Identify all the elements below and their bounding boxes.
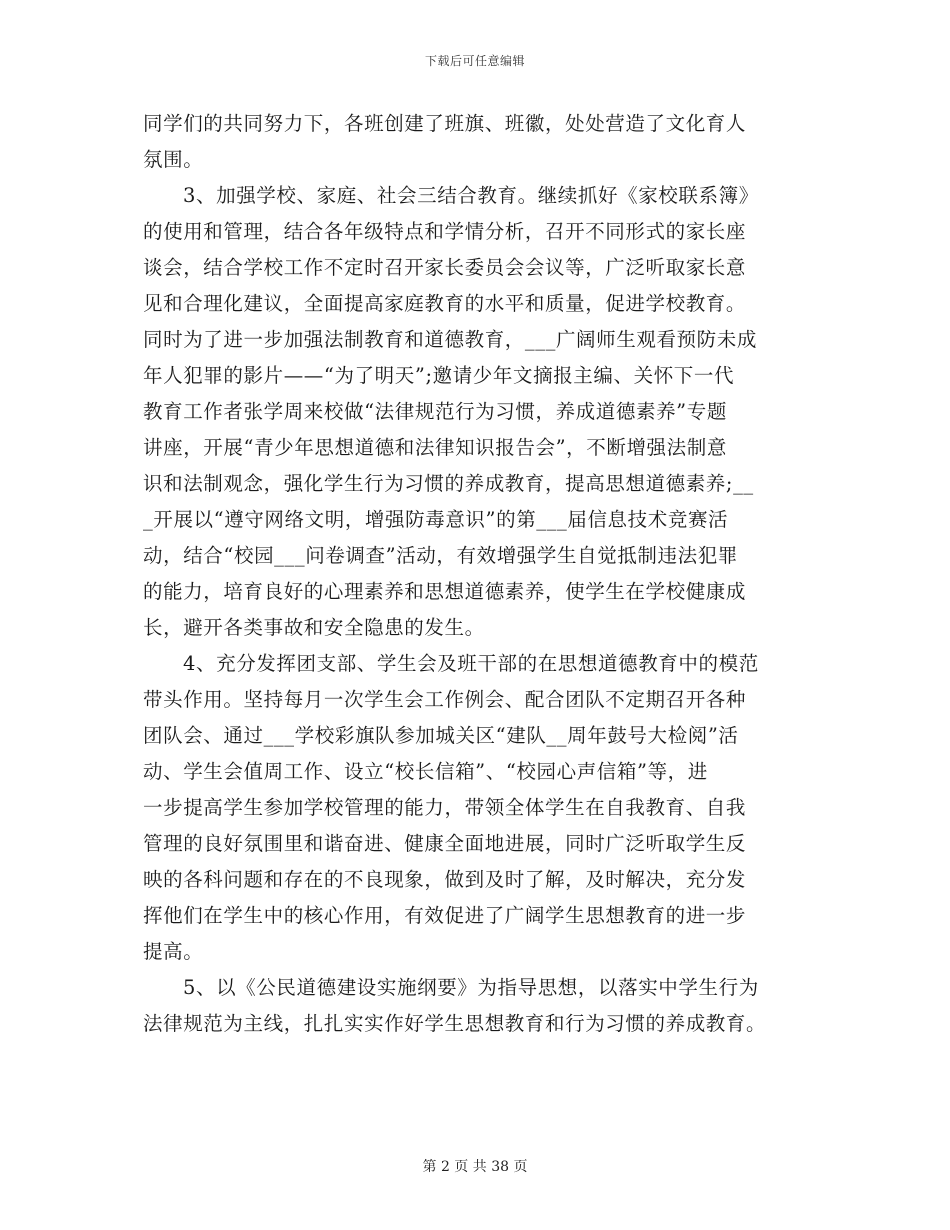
text-line: 教育工作者张学周来校做“法律规范行为习惯，养成道德素养”专题: [143, 400, 727, 423]
text-line: 团队会、通过___学校彩旗队参加城关区“建队__周年鼓号大检阅”活: [143, 724, 739, 747]
text-line: 法律规范为主线，扎扎实实作好学生思想教育和行为习惯的养成教育。: [143, 1012, 767, 1035]
text-line: 3、加强学校、家庭、社会三结合教育。继续抓好《家校联系簿》: [183, 184, 759, 207]
text-line: 识和法制观念，强化学生行为习惯的养成教育，提高思想道德素养;__: [143, 472, 754, 495]
document-body: [143, 106, 807, 1042]
text-line: 长，避开各类事故和安全隐患的发生。: [143, 616, 485, 639]
text-line: 5、以《公民道德建设实施纲要》为指导思想，以落实中学生行为: [183, 976, 759, 999]
text-line: 的使用和管理，结合各年级特点和学情分析，召开不同形式的家长座: [143, 220, 747, 243]
text-line: 一步提高学生参加学校管理的能力，带领全体学生在自我教育、自我: [143, 796, 747, 819]
text-line: 同学们的共同努力下，各班创建了班旗、班徽，处处营造了文化育人: [143, 112, 747, 135]
text-line: 提高。: [143, 940, 204, 963]
text-line: 年人犯罪的影片——“为了明天”;邀请少年文摘报主编、关怀下一代: [143, 364, 735, 387]
page-footer: 第 2 页 共 38 页: [422, 1159, 528, 1175]
text-line: 见和合理化建议，全面提高家庭教育的水平和质量，促进学校教育。: [143, 292, 747, 315]
text-line: 动，结合“校园___问卷调查”活动，有效增强学生自觉抵制违法犯罪: [143, 544, 738, 567]
text-line: 动、学生会值周工作、设立“校长信箱”、“校园心声信箱”等，进: [143, 760, 708, 783]
text-line: 映的各科问题和存在的不良现象，做到及时了解，及时解决，充分发: [143, 868, 747, 891]
text-line: 挥他们在学生中的核心作用，有效促进了广阔学生思想教育的进一步: [143, 904, 747, 927]
text-line: _开展以“遵守网络文明，增强防毒意识”的第___届信息技术竞赛活: [143, 508, 729, 531]
text-line: 带头作用。坚持每月一次学生会工作例会、配合团队不定期召开各种: [143, 688, 747, 711]
page-header: 下载后可任意编辑: [424, 54, 525, 68]
text-line: 氛围。: [143, 148, 204, 171]
text-line: 同时为了进一步加强法制教育和道德教育，___广阔师生观看预防未成: [143, 328, 757, 351]
text-line: 的能力，培育良好的心理素养和思想道德素养，使学生在学校健康成: [143, 580, 747, 603]
text-line: 谈会，结合学校工作不定时召开家长委员会会议等，广泛听取家长意: [143, 256, 747, 279]
text-line: 管理的良好氛围里和谐奋进、健康全面地进展，同时广泛听取学生反: [143, 832, 747, 855]
text-line: 讲座，开展“青少年思想道德和法律知识报告会”，不断增强法制意: [143, 436, 727, 459]
text-line: 4、充分发挥团支部、学生会及班干部的在思想道德教育中的模范: [183, 652, 759, 675]
